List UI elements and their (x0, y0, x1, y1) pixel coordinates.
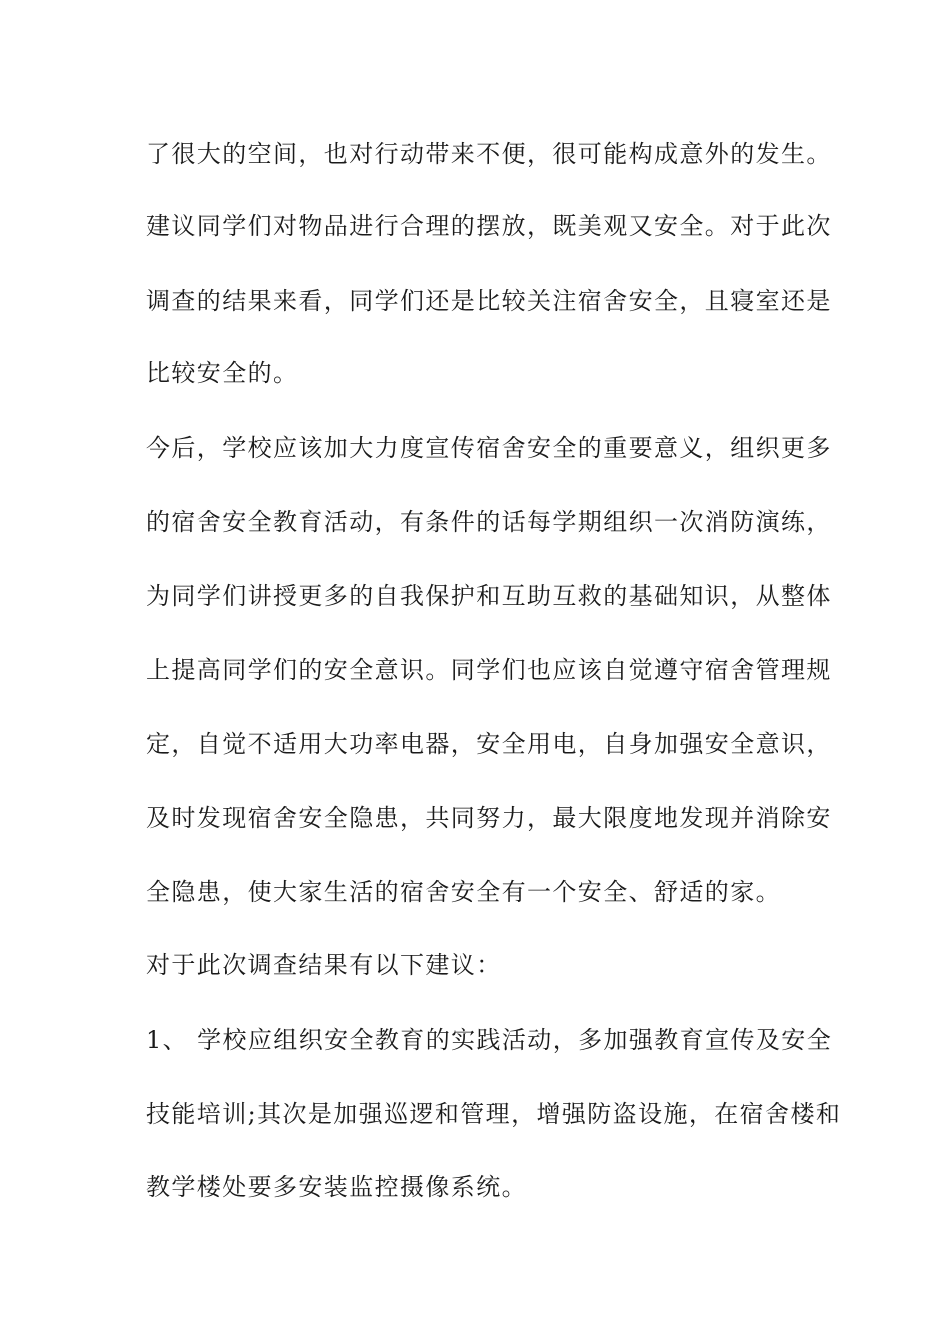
list-item: 1、 学校应组织安全教育的实践活动，多加强教育宣传及安全 (146, 1026, 833, 1054)
text-line: 定，自觉不适用大功率电器，安全用电，自身加强安全意识， (146, 730, 832, 758)
text-line: 全隐患，使大家生活的宿舍安全有一个安全、舒适的家。 (146, 878, 781, 906)
text-line: 上提高同学们的安全意识。同学们也应该自觉遵守宿舍管理规 (146, 656, 832, 684)
text-line: 比较安全的。 (146, 359, 299, 387)
text-line: 及时发现宿舍安全隐患，共同努力，最大限度地发现并消除安 (146, 804, 832, 832)
text-line: 建议同学们对物品进行合理的摆放，既美观又安全。对于此次 (146, 212, 832, 240)
text-line: 了很大的空间，也对行动带来不便，很可能构成意外的发生。 (146, 140, 832, 168)
text-line: 对于此次调查结果有以下建议： (146, 951, 502, 979)
text-line: 今后，学校应该加大力度宣传宿舍安全的重要意义，组织更多 (146, 434, 832, 462)
text-line: 调查的结果来看，同学们还是比较关注宿舍安全，且寝室还是 (146, 287, 832, 315)
text-line: 教学楼处要多安装监控摄像系统。 (146, 1173, 527, 1201)
text-line: 的宿舍安全教育活动，有条件的话每学期组织一次消防演练， (146, 508, 832, 536)
text-line: 技能培训;其次是加强巡逻和管理，增强防盗设施，在宿舍楼和 (146, 1100, 842, 1128)
text-line: 为同学们讲授更多的自我保护和互助互救的基础知识，从整体 (146, 582, 832, 610)
